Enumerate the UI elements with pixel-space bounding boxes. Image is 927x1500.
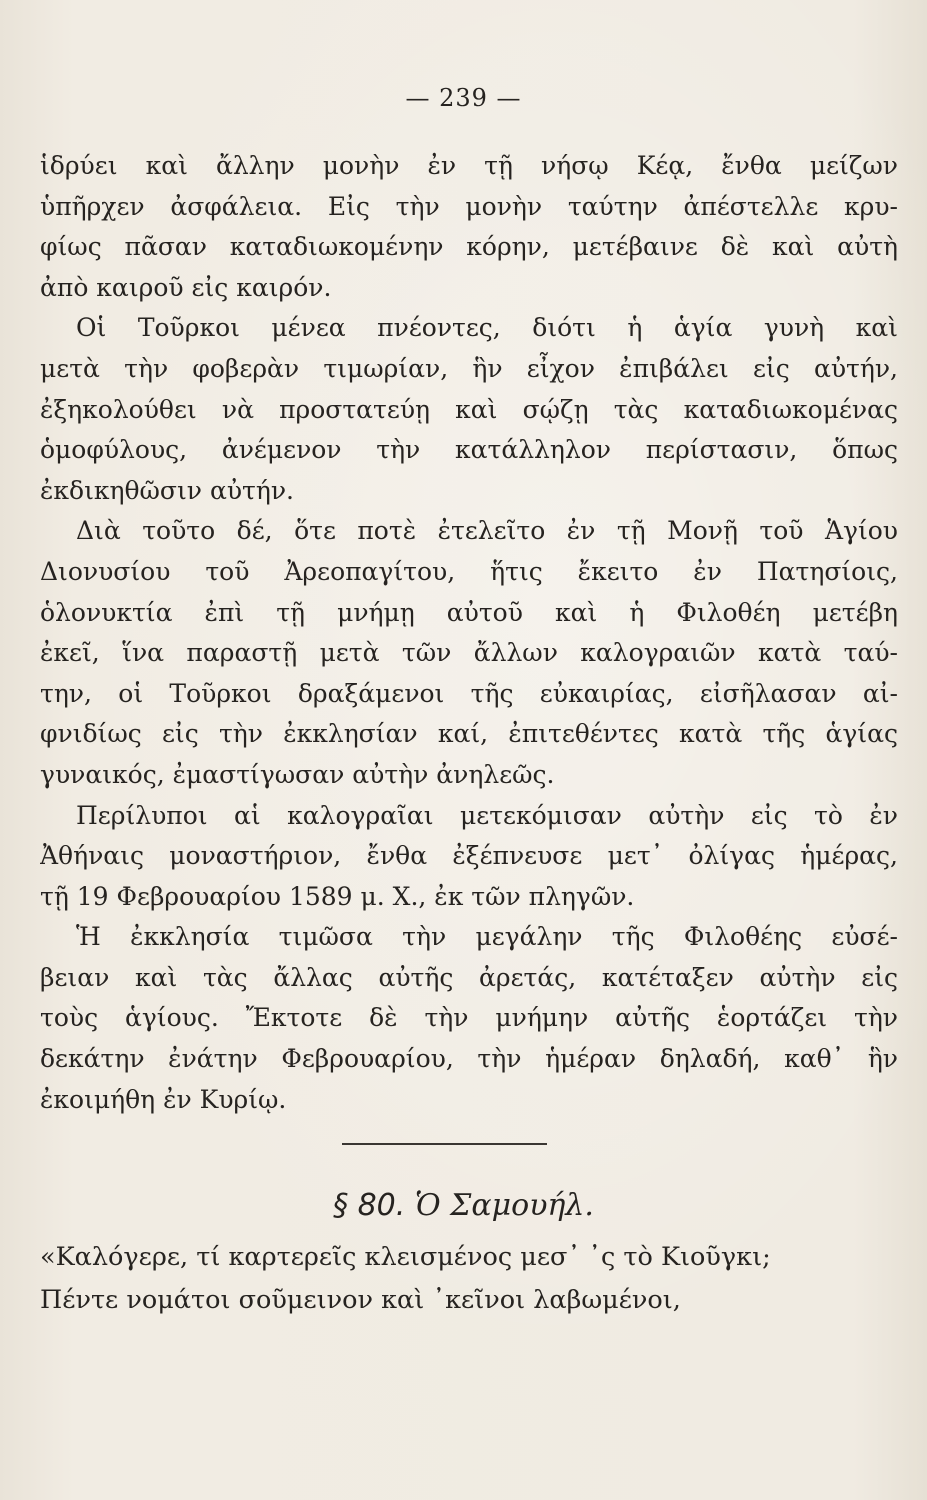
text-line: φίως πᾶσαν καταδιωκομένην κόρην, μετέβαινε δὲ καὶ αὐτὴ — [40, 232, 898, 262]
text-line: Διονυσίου τοῦ Ἀρεοπαγίτου, ἥτις ἔκειτο ἐν Πατησίοις, — [40, 556, 898, 586]
text-line: ἐξηκολούθει νὰ προστατεύῃ καὶ σῴζῃ τὰς καταδιωκομένας — [40, 394, 898, 424]
text-line: ὁμοφύλους, ἀνέμενον τὴν κατάλληλον περίστασιν, ὅπως — [40, 435, 898, 465]
text-line: Οἱ Τοῦρκοι μένεα πνέοντες, διότι ἡ ἁγία γυνὴ καὶ — [76, 313, 898, 343]
text-line: γυναικός, ἐμαστίγωσαν αὐτὴν ἀνηλεῶς. — [40, 759, 555, 789]
text-line: ὁλονυκτία ἐπὶ τῇ μνήμῃ αὐτοῦ καὶ ἡ Φιλοθέη μετέβη — [40, 597, 898, 627]
text-line: την, οἱ Τοῦρκοι δραξάμενοι τῆς εὐκαιρίας, εἰσῆλασαν αἰ- — [40, 678, 898, 708]
text-line: βειαν καὶ τὰς ἄλλας αὐτῆς ἀρετάς, κατέταξεν αὐτὴν εἰς — [40, 962, 898, 992]
text-line: ἀπὸ καιροῦ εἰς καιρόν. — [40, 272, 332, 302]
text-line: τοὺς ἁγίους. Ἔκτοτε δὲ τὴν μνήμην αὐτῆς ἑορτάζει τὴν — [40, 1003, 898, 1033]
text-line: Διὰ τοῦτο δέ, ὅτε ποτὲ ἐτελεῖτο ἐν τῇ Μονῇ τοῦ Ἁγίου — [76, 516, 898, 546]
section-heading — [0, 1188, 927, 1223]
text-line: ἱδρύει καὶ ἄλλην μονὴν ἐν τῇ νήσῳ Κέᾳ, ἔνθα μείζων — [40, 151, 898, 180]
text-line: ὑπῆρχεν ἀσφάλεια. Εἰς τὴν μονὴν ταύτην ἀπέστελλε κρυ- — [40, 191, 898, 221]
verse-line: Πέντε νομάτοι σοῦμεινον καὶ ᾽κεῖνοι λαβωμένοι, — [40, 1285, 681, 1315]
text-line: ἐκδικηθῶσιν αὐτήν. — [40, 475, 294, 505]
verse-line: «Καλόγερε, τί καρτερεῖς κλεισμένος μεσ᾽ ᾽ς τὸ Κιοῦγκι; — [40, 1242, 771, 1272]
text-line: μετὰ τὴν φοβερὰν τιμωρίαν, ἣν εἶχον ἐπιβάλει εἰς αὐτήν, — [40, 353, 898, 383]
text-line: Ἀθήναις μοναστήριον, ἔνθα ἐξέπνευσε μετ᾽ ὀλίγας ἡμέρας, — [40, 841, 898, 871]
text-line: δεκάτην ἐνάτην Φεβρουαρίου, τὴν ἡμέραν δηλαδή, καθ᾽ ἣν — [40, 1044, 898, 1074]
section-number: § 80. — [333, 1188, 406, 1223]
section-divider — [342, 1143, 547, 1145]
text-line: Περίλυποι αἱ καλογραῖαι μετεκόμισαν αὐτὴν εἰς τὸ ἐν — [76, 800, 898, 830]
section-title: Ὁ Σαμουήλ. — [414, 1188, 594, 1223]
text-line: ἐκεῖ, ἵνα παραστῇ μετὰ τῶν ἄλλων καλογραιῶν κατὰ ταύ- — [40, 638, 898, 668]
text-line: ἐκοιμήθη ἐν Κυρίῳ. — [40, 1084, 287, 1114]
text-line: Ἡ ἐκκλησία τιμῶσα τὴν μεγάλην τῆς Φιλοθέης εὐσέ- — [76, 922, 898, 952]
text-line: φνιδίως εἰς τὴν ἐκκλησίαν καί, ἐπιτεθέντες κατὰ τῆς ἁγίας — [40, 719, 898, 749]
text-line: τῇ 19 Φεβρουαρίου 1589 μ. Χ., ἐκ τῶν πληγῶν. — [40, 881, 635, 911]
body-text — [40, 146, 898, 1120]
page-number: — 239 — — [405, 84, 522, 112]
verse-block — [40, 1236, 898, 1322]
